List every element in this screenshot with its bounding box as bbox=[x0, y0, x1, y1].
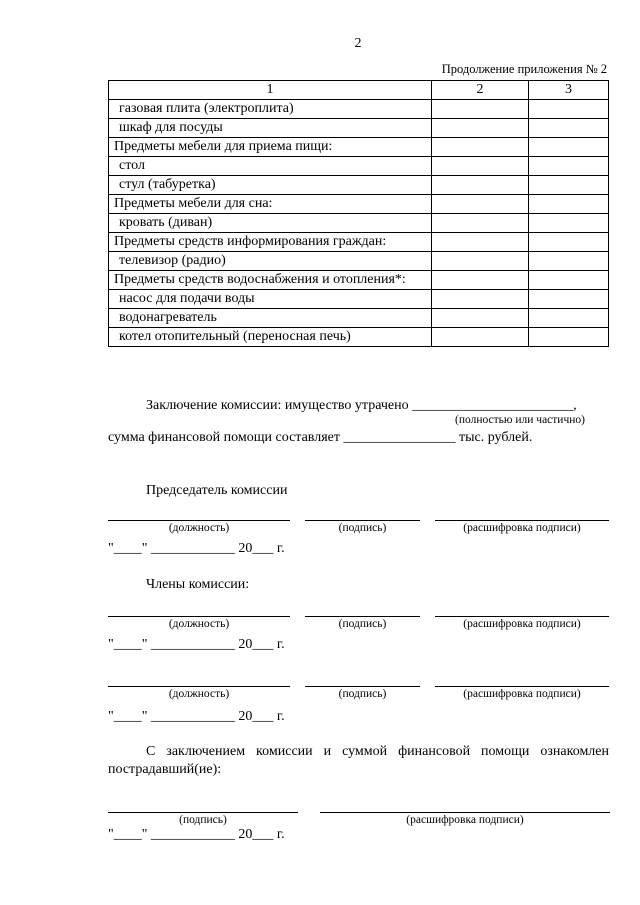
table-row bbox=[109, 309, 609, 328]
row-label: газовая плита (электроплита) bbox=[109, 100, 432, 119]
signature-line bbox=[305, 686, 420, 687]
table-cell bbox=[529, 290, 609, 309]
table-row bbox=[109, 176, 609, 195]
date-line: "____" ____________ 20___ г. bbox=[108, 637, 285, 652]
victim-label: пострадавший(ие): bbox=[108, 762, 222, 777]
decoding-label: (расшифровка подписи) bbox=[406, 814, 524, 826]
decoding-line bbox=[435, 616, 609, 617]
table-cell bbox=[529, 252, 609, 271]
table-cell bbox=[431, 271, 528, 290]
date-line: "____" ____________ 20___ г. bbox=[108, 827, 285, 842]
row-label: кровать (диван) bbox=[109, 214, 432, 233]
position-label: (должность) bbox=[168, 618, 230, 630]
table-cell bbox=[529, 233, 609, 252]
table-row bbox=[109, 233, 609, 252]
table-cell bbox=[431, 328, 528, 347]
row-label: шкаф для посуды bbox=[109, 119, 432, 138]
chairman-title: Председатель комиссии bbox=[146, 483, 288, 498]
decoding-line bbox=[435, 520, 609, 521]
row-label: стол bbox=[109, 157, 432, 176]
position-label: (должность) bbox=[168, 522, 230, 534]
table-cell bbox=[529, 138, 609, 157]
table-row bbox=[109, 214, 609, 233]
table-row bbox=[109, 138, 609, 157]
signature-line bbox=[305, 520, 420, 521]
position-line bbox=[108, 616, 290, 617]
row-label: Предметы мебели для сна: bbox=[109, 195, 432, 214]
table-cell bbox=[431, 176, 528, 195]
table-header-cell: 2 bbox=[431, 81, 528, 100]
table-row bbox=[109, 195, 609, 214]
page-number: 2 bbox=[354, 36, 362, 51]
table-cell bbox=[431, 309, 528, 328]
decoding-line bbox=[320, 812, 610, 813]
table-cell bbox=[529, 195, 609, 214]
table-cell bbox=[529, 119, 609, 138]
table-row bbox=[109, 328, 609, 347]
conclusion-line: Заключение комиссии: имущество утрачено _______________________, bbox=[146, 398, 577, 413]
table-row bbox=[109, 157, 609, 176]
continuation-note: Продолжение приложения № 2 bbox=[441, 62, 607, 76]
signature-label: (подпись) bbox=[338, 618, 387, 630]
decoding-line bbox=[435, 686, 609, 687]
table-cell bbox=[529, 157, 609, 176]
row-label: Предметы средств информирования граждан: bbox=[109, 233, 432, 252]
table-header-cell: 1 bbox=[109, 81, 432, 100]
position-line bbox=[108, 520, 290, 521]
position-line bbox=[108, 686, 290, 687]
position-label: (должность) bbox=[168, 688, 230, 700]
signature-line bbox=[108, 812, 298, 813]
table-cell bbox=[431, 252, 528, 271]
date-line: "____" ____________ 20___ г. bbox=[108, 541, 285, 556]
table-row bbox=[109, 252, 609, 271]
table-cell bbox=[431, 195, 528, 214]
table-cell bbox=[529, 328, 609, 347]
table-cell bbox=[529, 309, 609, 328]
table-cell bbox=[431, 233, 528, 252]
row-label: стул (табуретка) bbox=[109, 176, 432, 195]
decoding-label: (расшифровка подписи) bbox=[463, 688, 581, 700]
acknowledgement-line: С заключением комиссии и суммой финансовой помощи ознакомлен bbox=[146, 744, 609, 759]
signature-label: (подпись) bbox=[338, 522, 387, 534]
row-label: водонагреватель bbox=[109, 309, 432, 328]
signature-line bbox=[305, 616, 420, 617]
row-label: котел отопительный (переносная печь) bbox=[109, 328, 432, 347]
financial-aid-line: сумма финансовой помощи составляет ________________ тыс. рублей. bbox=[108, 430, 533, 445]
row-label: телевизор (радио) bbox=[109, 252, 432, 271]
table-cell bbox=[431, 290, 528, 309]
table-cell bbox=[431, 119, 528, 138]
table-cell bbox=[431, 100, 528, 119]
table-cell bbox=[431, 214, 528, 233]
members-title: Члены комиссии: bbox=[146, 577, 250, 592]
items-table bbox=[108, 80, 609, 347]
row-label: насос для подачи воды bbox=[109, 290, 432, 309]
conclusion-hint: (полностью или частично) bbox=[455, 414, 585, 426]
signature-label: (подпись) bbox=[179, 814, 227, 826]
date-line: "____" ____________ 20___ г. bbox=[108, 709, 285, 724]
table-cell bbox=[431, 138, 528, 157]
table-cell bbox=[529, 176, 609, 195]
row-label: Предметы средств водоснабжения и отопления*: bbox=[109, 271, 432, 290]
decoding-label: (расшифровка подписи) bbox=[463, 522, 581, 534]
table-row bbox=[109, 119, 609, 138]
table-header-cell: 3 bbox=[529, 81, 609, 100]
table-row bbox=[109, 290, 609, 309]
signature-label: (подпись) bbox=[338, 688, 387, 700]
table-cell bbox=[529, 100, 609, 119]
table-cell bbox=[529, 214, 609, 233]
table-row bbox=[109, 100, 609, 119]
row-label: Предметы мебели для приема пищи: bbox=[109, 138, 432, 157]
decoding-label: (расшифровка подписи) bbox=[463, 618, 581, 630]
table-header-row bbox=[109, 81, 609, 100]
table-cell bbox=[431, 157, 528, 176]
table-cell bbox=[529, 271, 609, 290]
table-row bbox=[109, 271, 609, 290]
